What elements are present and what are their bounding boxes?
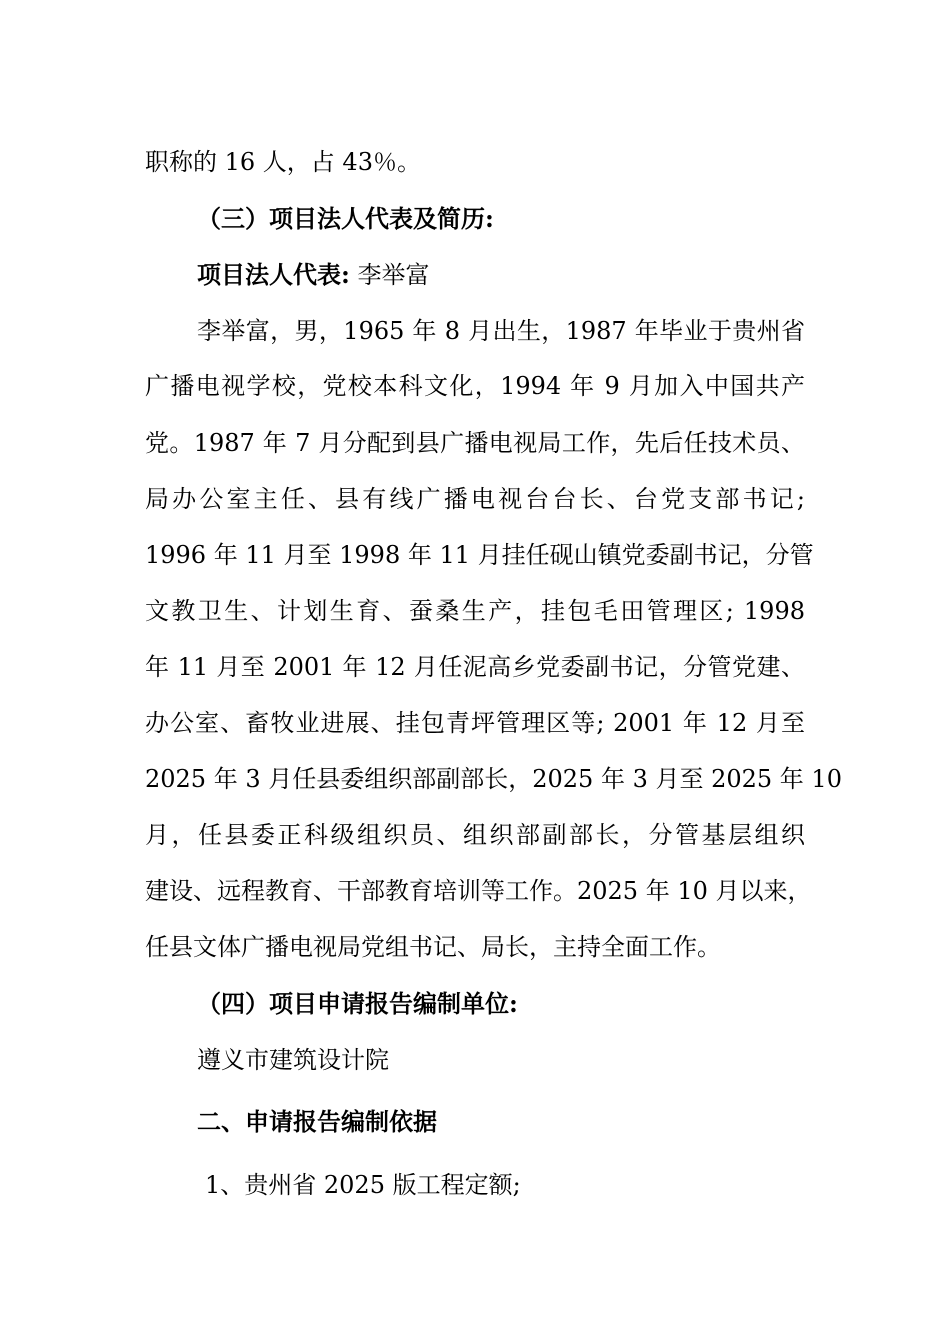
bio-line: 李举富，男，1965 年 8 月出生，1987 年毕业于贵州省	[197, 317, 805, 345]
chapter-heading: 二、申请报告编制依据	[197, 1107, 437, 1136]
bio-line: 广播电视学校，党校本科文化，1994 年 9 月加入中国共产	[145, 372, 805, 400]
bio-line: 1996 年 11 月至 1998 年 11 月挂任砚山镇党委副书记，分管	[145, 541, 814, 569]
bio-line: 2025 年 3 月任县委组织部副部长，2025 年 3 月至 2025 年 10	[145, 765, 842, 793]
bio-line: 党。1987 年 7 月分配到县广播电视局工作，先后任技术员、	[145, 429, 805, 457]
bio-line: 月，任县委正科级组织员、组织部副部长，分管基层组织	[145, 821, 805, 849]
bio-line: 任县文体广播电视局党组书记、局长，主持全面工作。	[145, 933, 721, 961]
bio-line: 局办公室主任、县有线广播电视台台长、台党支部书记;	[145, 485, 805, 513]
legal-rep-label: 项目法人代表:	[197, 260, 350, 289]
legal-rep-line	[197, 259, 950, 291]
section-heading-4: （四）项目申请报告编制单位:	[197, 989, 518, 1018]
bio-line: 建设、远程教育、干部教育培训等工作。2025 年 10 月以来，	[145, 877, 812, 905]
paragraph-line: 职称的 16 人，占 43％。	[145, 148, 421, 176]
legal-rep-name: 李举富	[349, 261, 430, 289]
section-heading-3: （三）项目法人代表及简历:	[197, 204, 494, 233]
list-item: 1、贵州省 2025 版工程定额;	[205, 1171, 521, 1199]
bio-line: 文教卫生、计划生育、蚕桑生产，挂包毛田管理区; 1998	[145, 597, 805, 625]
bio-line: 年 11 月至 2001 年 12 月任泥高乡党委副书记，分管党建、	[145, 653, 805, 681]
organization-name: 遵义市建筑设计院	[197, 1046, 389, 1074]
bio-line: 办公室、畜牧业进展、挂包青坪管理区等; 2001 年 12 月至	[145, 709, 805, 737]
